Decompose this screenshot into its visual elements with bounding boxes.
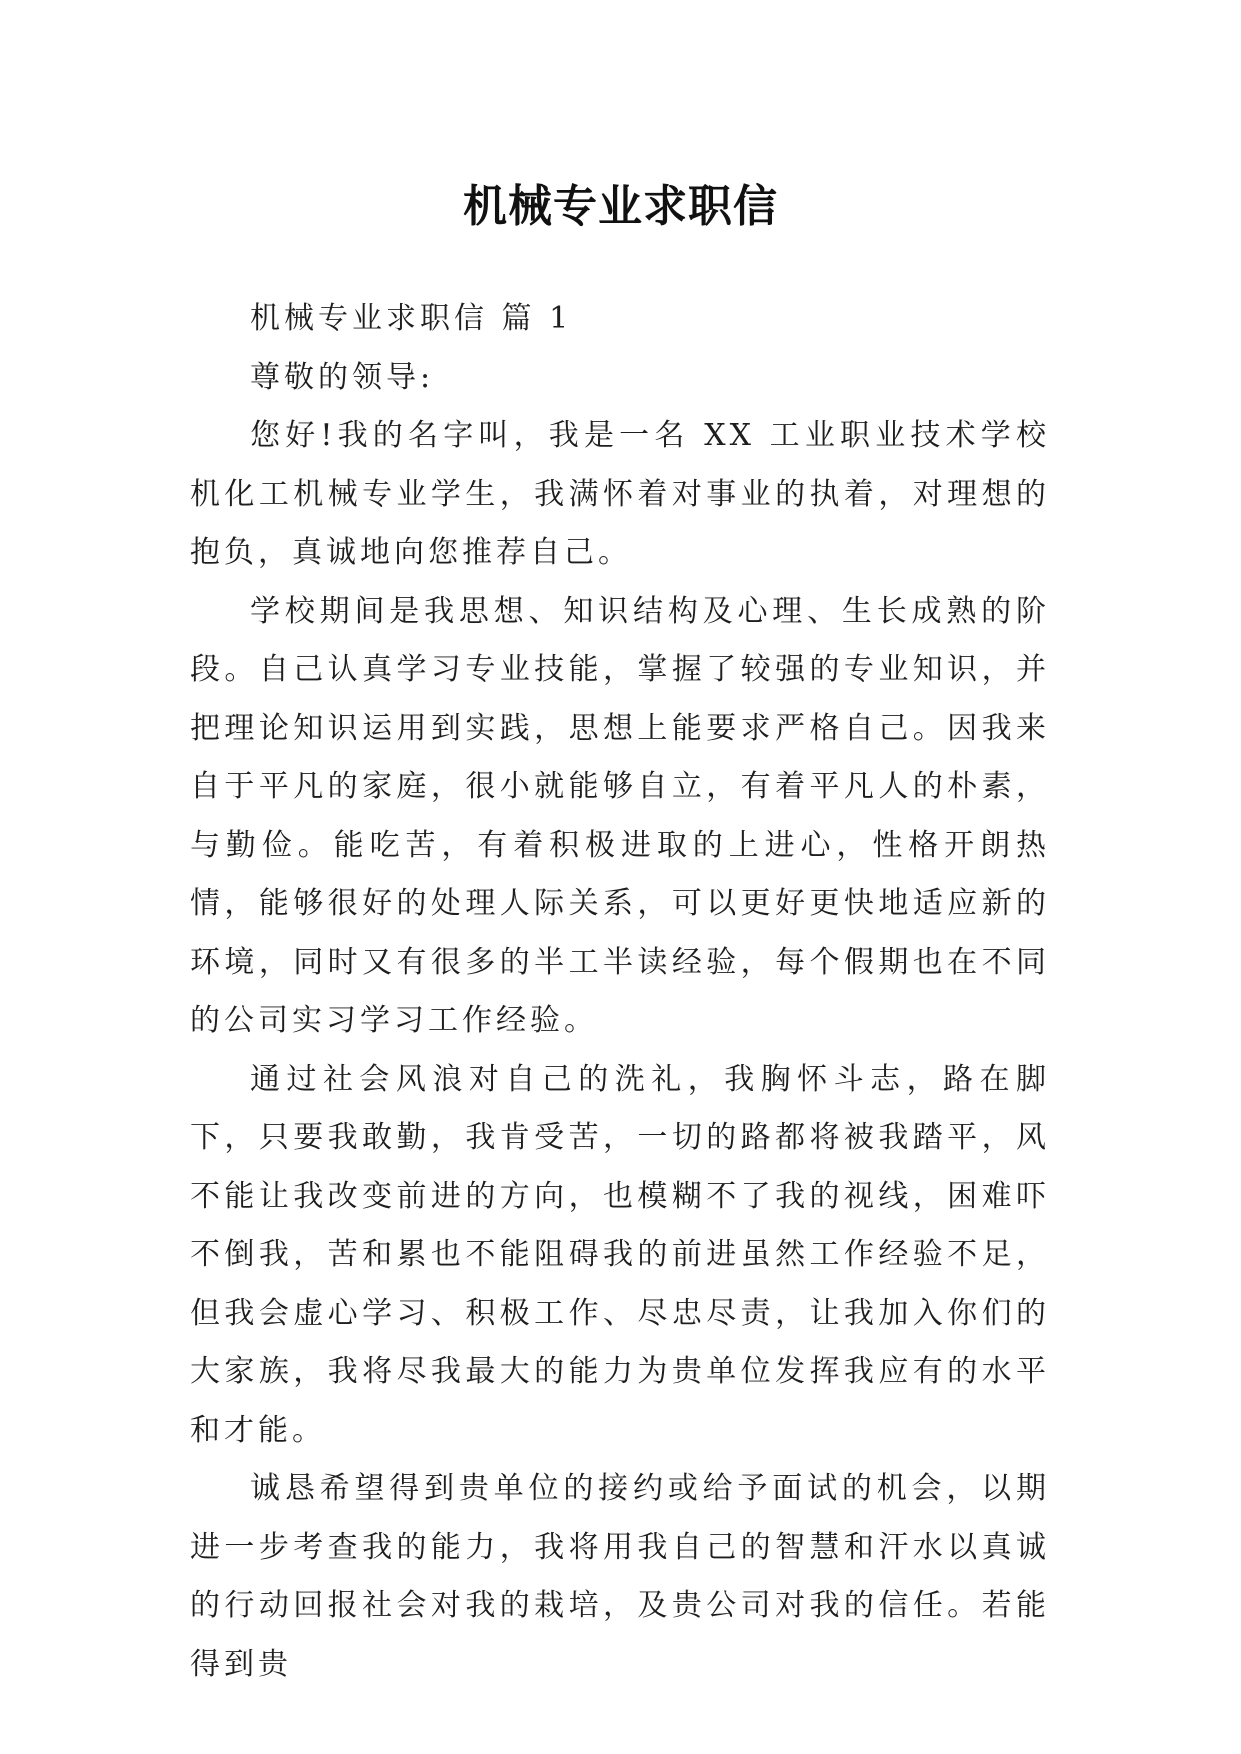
document-body	[190, 290, 1050, 1694]
paragraph-school: 学校期间是我思想、知识结构及心理、生长成熟的阶段。自己认真学习专业技能，掌握了较强的专业知识，并把理论知识运用到实践，思想上能要求严格自己。因我来自于平凡的家庭，很小就能够自立，有着平凡人的朴素，与勤俭。能吃苦，有着积极进取的上进心，性格开朗热情，能够很好的处理人际关系，可以更好更快地适应新的环境，同时又有很多的半工半读经验，每个假期也在不同的公司实习学习工作经验。	[190, 593, 1050, 1038]
paragraph-intro: 您好!我的名字叫，我是一名 XX 工业职业技术学校机化工机械专业学生，我满怀着对事业的执着，对理想的抱负，真诚地向您推荐自己。	[190, 418, 1050, 570]
salutation: 尊敬的领导:	[250, 359, 435, 395]
section-heading: 机械专业求职信 篇 1	[250, 301, 573, 336]
paragraph-resolve: 通过社会风浪对自己的洗礼，我胸怀斗志，路在脚下，只要我敢勤，我肯受苦，一切的路都将被我踏平，风不能让我改变前进的方向，也模糊不了我的视线，困难吓不倒我，苦和累也不能阻碍我的前进虽然工作经验不足，但我会虚心学习、积极工作、尽忠尽责，让我加入你们的大家族，我将尽我最大的能力为贵单位发挥我应有的水平和才能。	[190, 1061, 1050, 1448]
paragraph-request: 诚恳希望得到贵单位的接约或给予面试的机会，以期进一步考查我的能力，我将用我自己的智慧和汗水以真诚的行动回报社会对我的栽培，及贵公司对我的信任。若能得到贵	[190, 1471, 1050, 1682]
document-title: 机械专业求职信	[463, 181, 778, 233]
